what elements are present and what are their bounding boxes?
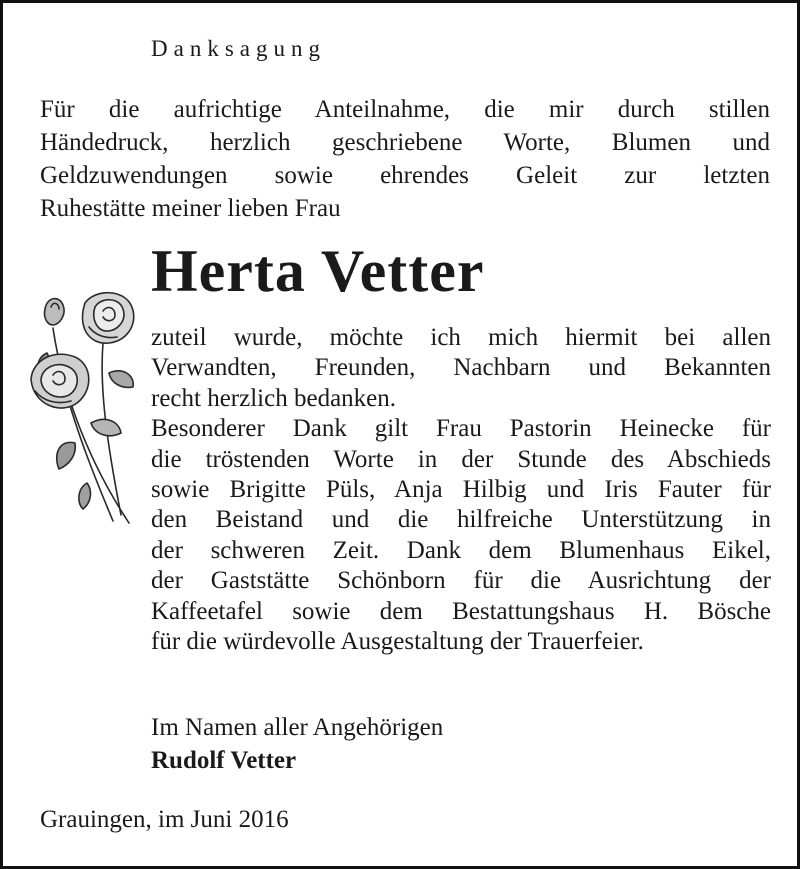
body-line: der Gaststätte Schönborn für die Ausrichtung der xyxy=(151,567,771,595)
body-line: den Beistand und die hilfreiche Unterstützung in xyxy=(151,506,771,534)
notice-heading: Danksagung xyxy=(151,36,326,61)
intro-line: Händedruck, herzlich geschriebene Worte, Blumen und xyxy=(40,129,770,156)
closing-block xyxy=(151,711,443,777)
deceased-name: Herta Vetter xyxy=(151,238,485,304)
body-line: sowie Brigitte Püls, Anja Hilbig und Iris Fauter für xyxy=(151,476,771,504)
intro-paragraph xyxy=(40,93,770,225)
body-line: Kaffeetafel sowie dem Bestattungshaus H. Bösche xyxy=(151,597,771,625)
signer-name: Rudolf Vetter xyxy=(151,747,297,774)
closing-phrase: Im Namen aller Angehörigen xyxy=(151,714,444,741)
body-line: Besonderer Dank gilt Frau Pastorin Heinecke für xyxy=(151,415,771,443)
body-line: zuteil wurde, möchte ich mich hiermit bei allen xyxy=(151,324,771,351)
body-line: Verwandten, Freunden, Nachbarn und Bekannten xyxy=(151,354,771,382)
intro-line: Ruhestätte meiner lieben Frau xyxy=(40,195,341,222)
intro-line: Geldzuwendungen sowie ehrendes Geleit zur letzten xyxy=(40,162,770,189)
roses-illustration-icon xyxy=(25,283,145,533)
intro-line: Für die aufrichtige Anteilnahme, die mir durch stillen xyxy=(40,96,770,123)
body-line: für die würdevolle Ausgestaltung der Trauerfeier. xyxy=(151,628,644,656)
place-date: Grauingen, im Juni 2016 xyxy=(40,806,289,833)
thanks-paragraph xyxy=(151,323,771,657)
body-line: der schweren Zeit. Dank dem Blumenhaus Eikel, xyxy=(151,536,771,564)
body-line: recht herzlich bedanken. xyxy=(151,384,397,412)
body-line: die tröstenden Worte in der Stunde des Abschieds xyxy=(151,445,771,473)
